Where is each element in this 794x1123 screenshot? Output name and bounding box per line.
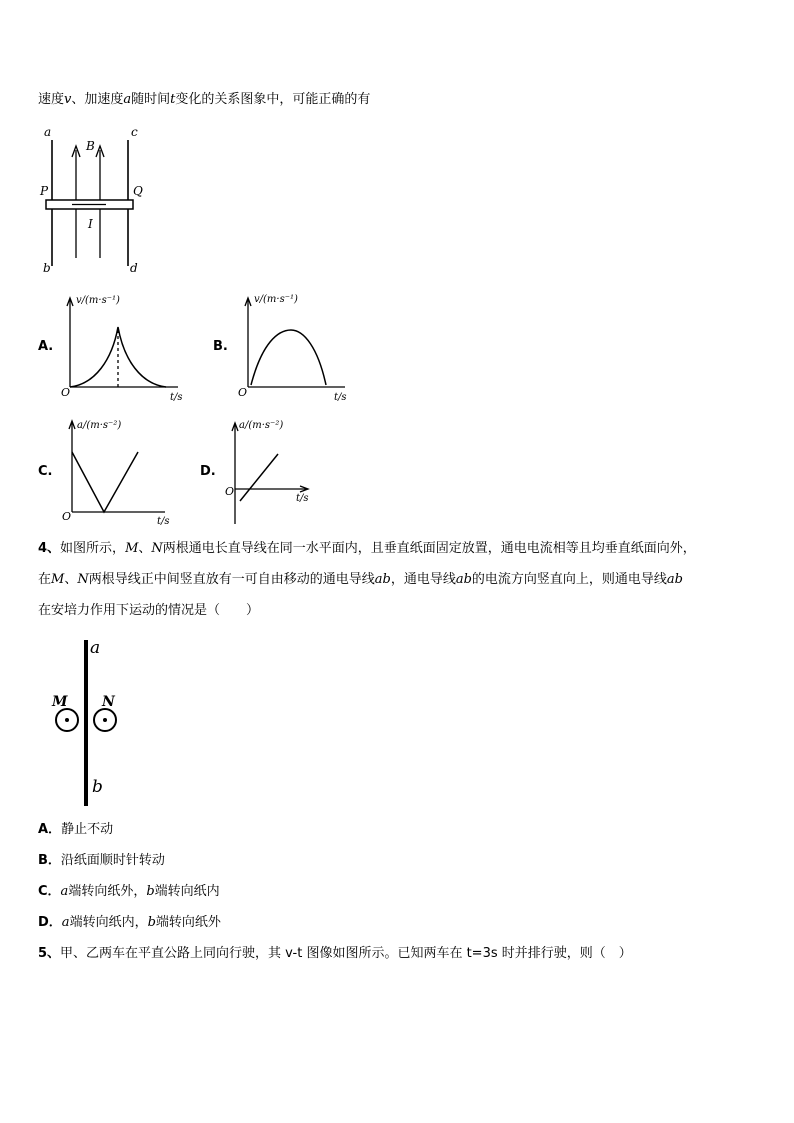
option-letter: D． (38, 915, 62, 930)
wire-n (94, 709, 116, 731)
q4-text: 两根通电长直导线在同一水平面内，且垂直纸面固定放置，通电电流相等且均垂直纸面向外， (162, 541, 696, 556)
graph-d-letter: D. (200, 464, 216, 479)
q5-number: 5、 (38, 946, 61, 961)
rail-label-p: P (40, 184, 49, 198)
rail-label-b: b (43, 261, 51, 275)
option-letter: B． (38, 853, 61, 868)
q4-var-ab: ab (374, 572, 391, 587)
q4-var-ab: ab (666, 572, 683, 587)
rail-label-q: Q (133, 184, 143, 198)
q3-var-t: t (170, 92, 176, 107)
q3-var-v: v (64, 92, 72, 107)
q4-text: 、 (138, 541, 152, 556)
rail-label-d: d (130, 261, 138, 275)
option-var: a (61, 915, 70, 930)
q4-option-c[interactable] (38, 884, 220, 900)
graph-c-origin: O (62, 510, 72, 523)
q4-var-m: M (125, 541, 139, 556)
graph-b-ylabel: v/(m·s⁻¹) (254, 294, 298, 305)
q3-var-a: a (123, 92, 132, 107)
wire-m (56, 709, 78, 731)
graph-d-xlabel: t/s (296, 493, 309, 504)
q4-text: 、 (64, 572, 78, 587)
q3-stem-part: 随时间 (131, 92, 171, 107)
graph-a-origin: O (61, 386, 71, 399)
graph-a-xlabel: t/s (170, 392, 183, 403)
graph-b-xlabel: t/s (334, 392, 347, 403)
q4-option-a[interactable] (38, 822, 113, 838)
current-label-i: I (88, 217, 93, 231)
graph-c-xlabel: t/s (157, 516, 170, 527)
q5-stem (38, 946, 632, 962)
q4-text: 在安培力作用下运动的情况是（ ） (38, 603, 260, 618)
graph-c-ylabel: a/(m·s⁻²) (77, 420, 122, 431)
q4-text: 两根导线正中间竖直放有一可自由移动的通电导线 (88, 572, 375, 587)
option-letter: C． (38, 884, 61, 899)
graph-c-letter: C. (38, 464, 53, 479)
graph-d-ylabel: a/(m·s⁻²) (239, 420, 284, 431)
q3-stem-part: 变化的关系图象中，可能正确的有 (175, 92, 371, 107)
option-text: 端转向纸内， (69, 915, 148, 930)
option-text: 静止不动 (61, 822, 114, 837)
option-text: 端转向纸外 (155, 915, 221, 930)
q4-option-b[interactable] (38, 853, 165, 869)
q4-text: ，通电导线 (390, 572, 456, 587)
option-var: a (60, 884, 69, 899)
q3-stem-part: 、加速度 (71, 92, 124, 107)
graph-b-origin: O (238, 386, 248, 399)
q4-text: 在 (38, 572, 52, 587)
q5-text: 甲、乙两车在平直公路上同向行驶，其 v-t 图像如图所示。已知两车在 t=3s 时并排行驶，则（ ） (60, 946, 632, 961)
option-letter: A． (38, 822, 62, 837)
q4-var-n: N (151, 541, 163, 556)
q3-stem-part: 速度 (38, 92, 65, 107)
option-text: 端转向纸内 (154, 884, 220, 899)
fig4-label-a: a (90, 638, 101, 658)
rail-label-c: c (131, 125, 138, 139)
option-text: 端转向纸外， (68, 884, 147, 899)
option-var: b (146, 884, 155, 899)
q4-text: 的电流方向竖直向上，则通电导线 (471, 572, 667, 587)
fig4-label-b: b (92, 777, 103, 797)
option-var: b (147, 915, 156, 930)
fig4-label-m: M (52, 694, 68, 710)
field-label-b: B (86, 139, 95, 153)
q4-var-ab: ab (455, 572, 472, 587)
q4-text: 如图所示， (60, 541, 126, 556)
rail-label-a: a (44, 125, 52, 139)
q4-var-n: N (77, 572, 89, 587)
q4-var-m: M (51, 572, 65, 587)
q4-option-d[interactable] (38, 915, 221, 931)
option-text: 沿纸面顺时针转动 (60, 853, 165, 868)
graph-a-ylabel: v/(m·s⁻¹) (76, 295, 120, 306)
graph-d-origin: O (225, 485, 235, 498)
graph-a-letter: A. (38, 339, 54, 354)
graph-b-letter: B. (213, 339, 228, 354)
q4-number: 4、 (38, 541, 61, 556)
fig4-label-n: N (102, 694, 115, 710)
